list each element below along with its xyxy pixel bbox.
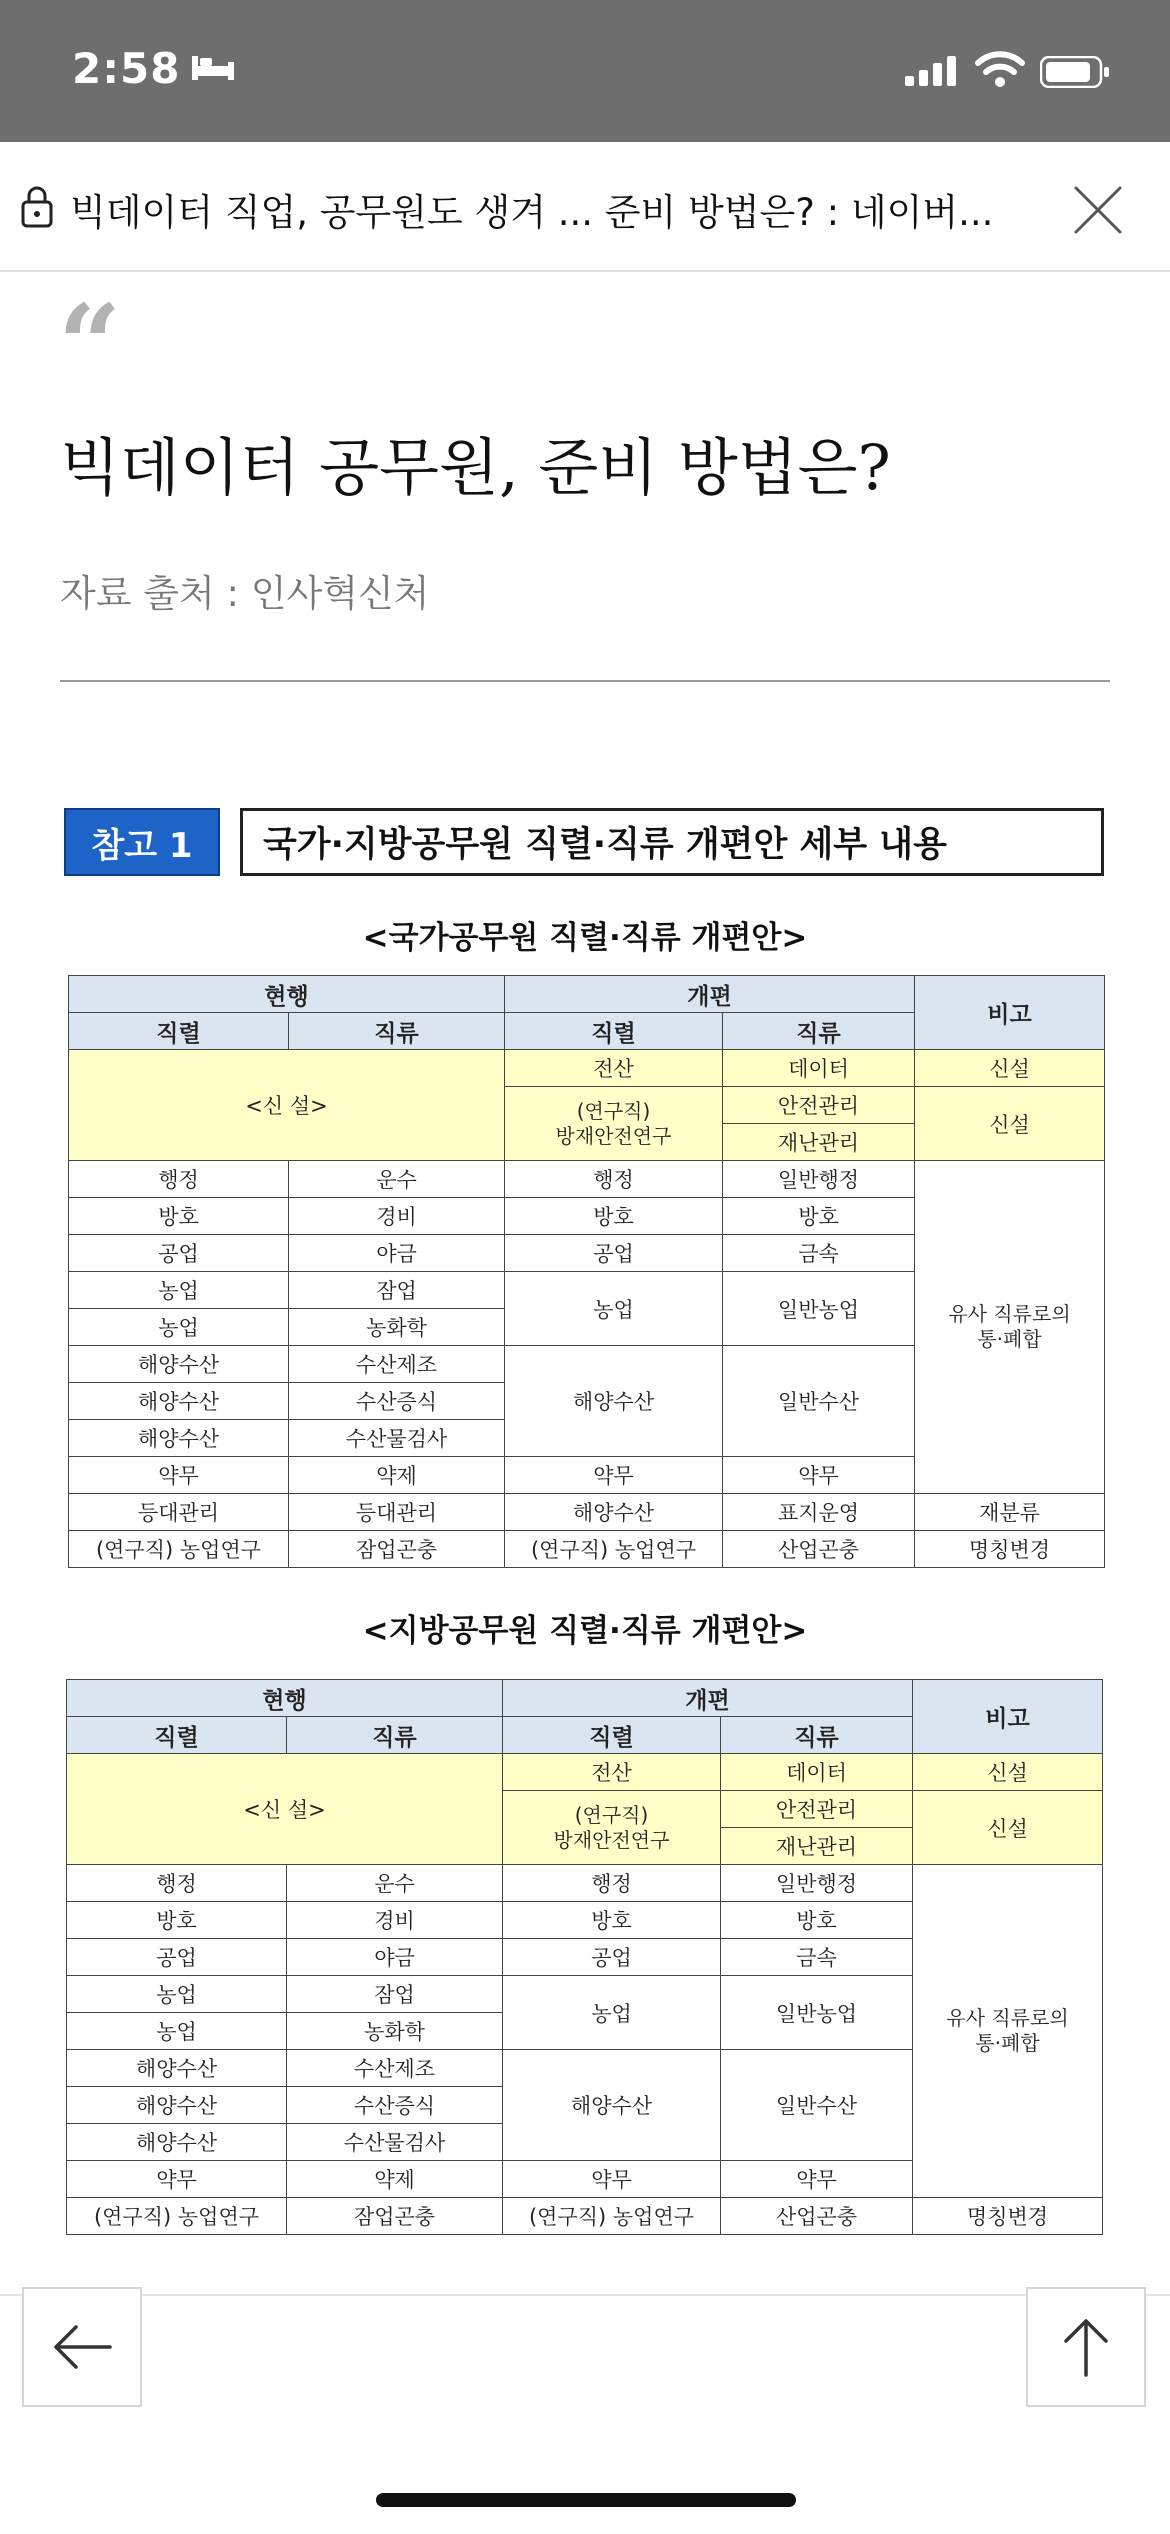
cell: 재난관리 [723, 1124, 915, 1161]
divider [60, 680, 1110, 682]
new-label: <신 설> [67, 1754, 503, 1865]
cell: 일반수산 [721, 2050, 913, 2161]
cell: 명칭변경 [913, 2198, 1103, 2235]
cell: 명칭변경 [915, 1531, 1105, 1568]
cell: (연구직) 방재안전연구 [505, 1087, 723, 1161]
cell: 잠업곤충 [287, 2198, 503, 2235]
cell: 행정 [505, 1161, 723, 1198]
quote-mark: “ [58, 280, 122, 409]
home-indicator[interactable] [376, 2493, 796, 2507]
cell: (연구직) 농업연구 [503, 2198, 721, 2235]
cell: 약제 [287, 2161, 503, 2198]
cell: 신설 [915, 1087, 1105, 1161]
cell: 약무 [723, 1457, 915, 1494]
cell: 잠업곤충 [289, 1531, 505, 1568]
head-series: 직렬 [503, 1717, 721, 1754]
cell: (연구직) 농업연구 [67, 2198, 287, 2235]
cell: 약무 [721, 2161, 913, 2198]
cell: 농화학 [289, 1309, 505, 1346]
cell: 방호 [69, 1198, 289, 1235]
cell: (연구직) 농업연구 [69, 1531, 289, 1568]
cell: 방호 [503, 1902, 721, 1939]
back-button[interactable] [22, 2287, 142, 2407]
cell: 약무 [503, 2161, 721, 2198]
cell: 일반행정 [721, 1865, 913, 1902]
cell: 잠업 [289, 1272, 505, 1309]
cell: 등대관리 [69, 1494, 289, 1531]
cell: 농화학 [287, 2013, 503, 2050]
cell: 금속 [723, 1235, 915, 1272]
battery-icon [1040, 56, 1110, 88]
cell: 잠업 [287, 1976, 503, 2013]
head-revised: 개편 [505, 976, 915, 1013]
cell: 일반농업 [723, 1272, 915, 1346]
cell: 전산 [505, 1050, 723, 1087]
reference-badge: 참고 1 [64, 808, 220, 876]
cell: 산업곤충 [721, 2198, 913, 2235]
cell: 방호 [723, 1198, 915, 1235]
cell: 신설 [913, 1754, 1103, 1791]
status-time: 2:58 [72, 44, 181, 93]
cell: 농업 [505, 1272, 723, 1346]
cell: 안전관리 [721, 1791, 913, 1828]
head-category: 직류 [289, 1013, 505, 1050]
local-table [66, 1679, 1103, 2235]
head-category: 직류 [287, 1717, 503, 1754]
cell: 방호 [505, 1198, 723, 1235]
cell: 농업 [503, 1976, 721, 2050]
wifi-icon [975, 50, 1025, 88]
cellular-signal-icon [905, 56, 959, 86]
cell: 농업 [69, 1272, 289, 1309]
cell: 약무 [69, 1457, 289, 1494]
cell: 산업곤충 [723, 1531, 915, 1568]
cell: 재난관리 [721, 1828, 913, 1865]
cell: 해양수산 [505, 1494, 723, 1531]
head-note: 비고 [915, 976, 1105, 1050]
page-title: 빅데이터 직업, 공무원도 생겨 ... 준비 방법은? : 네이버... [70, 191, 994, 234]
cell: 일반행정 [723, 1161, 915, 1198]
close-icon[interactable] [1070, 182, 1126, 238]
head-series: 직렬 [67, 1717, 287, 1754]
cell: 방호 [67, 1902, 287, 1939]
cell: 표지운영 [723, 1494, 915, 1531]
cell: 해양수산 [69, 1346, 289, 1383]
cell: 수산증식 [289, 1383, 505, 1420]
figure-title: 국가·지방공무원 직렬·직류 개편안 세부 내용 [240, 808, 1104, 876]
cell: 전산 [503, 1754, 721, 1791]
cell: 농업 [67, 1976, 287, 2013]
cell: 행정 [67, 1865, 287, 1902]
head-series: 직렬 [505, 1013, 723, 1050]
cell: 야금 [287, 1939, 503, 1976]
cell: 경비 [287, 1902, 503, 1939]
head-category: 직류 [723, 1013, 915, 1050]
head-note: 비고 [913, 1680, 1103, 1754]
cell: 해양수산 [67, 2050, 287, 2087]
cell: 약제 [289, 1457, 505, 1494]
cell: 수산물검사 [287, 2124, 503, 2161]
cell: 농업 [67, 2013, 287, 2050]
cell: 수산제조 [289, 1346, 505, 1383]
merge-note: 유사 직류로의 통·폐합 [915, 1161, 1105, 1494]
sleep-focus-icon [190, 52, 236, 82]
cell: 운수 [287, 1865, 503, 1902]
cell: 일반농업 [721, 1976, 913, 2050]
scroll-top-button[interactable] [1026, 2287, 1146, 2407]
head-category: 직류 [721, 1717, 913, 1754]
cell: 수산증식 [287, 2087, 503, 2124]
cell: 공업 [503, 1939, 721, 1976]
cell: 일반수산 [723, 1346, 915, 1457]
head-current: 현행 [69, 976, 505, 1013]
cell: 공업 [505, 1235, 723, 1272]
cell: 재분류 [915, 1494, 1105, 1531]
cell: 데이터 [723, 1050, 915, 1087]
cell: 금속 [721, 1939, 913, 1976]
cell: 방호 [721, 1902, 913, 1939]
article-source: 자료 출처 : 인사혁신처 [60, 572, 430, 615]
cell: 해양수산 [69, 1383, 289, 1420]
head-revised: 개편 [503, 1680, 913, 1717]
cell: 약무 [67, 2161, 287, 2198]
head-current: 현행 [67, 1680, 503, 1717]
cell: 행정 [503, 1865, 721, 1902]
cell: 수산물검사 [289, 1420, 505, 1457]
cell: 데이터 [721, 1754, 913, 1791]
cell: 경비 [289, 1198, 505, 1235]
lock-icon [20, 184, 54, 228]
cell: 등대관리 [289, 1494, 505, 1531]
status-bar [0, 0, 1170, 142]
cell: 신설 [913, 1791, 1103, 1865]
cell: 해양수산 [69, 1420, 289, 1457]
cell: 공업 [69, 1235, 289, 1272]
cell: 해양수산 [503, 2050, 721, 2161]
cell: 해양수산 [67, 2124, 287, 2161]
merge-note: 유사 직류로의 통·폐합 [913, 1865, 1103, 2198]
cell: 안전관리 [723, 1087, 915, 1124]
cell: 농업 [69, 1309, 289, 1346]
head-series: 직렬 [69, 1013, 289, 1050]
cell: (연구직) 농업연구 [505, 1531, 723, 1568]
cell: 행정 [69, 1161, 289, 1198]
cell: 해양수산 [505, 1346, 723, 1457]
table2-title: <지방공무원 직렬·직류 개편안> [362, 1613, 808, 1649]
national-table [68, 975, 1105, 1568]
cell: 운수 [289, 1161, 505, 1198]
article-headline: 빅데이터 공무원, 준비 방법은? [60, 431, 891, 504]
arrow-up-icon [1061, 2315, 1111, 2379]
browser-title-bar [0, 142, 1170, 272]
new-label: <신 설> [69, 1050, 505, 1161]
table1-title: <국가공무원 직렬·직류 개편안> [362, 920, 808, 956]
cell: 수산제조 [287, 2050, 503, 2087]
cell: (연구직) 방재안전연구 [503, 1791, 721, 1865]
cell: 공업 [67, 1939, 287, 1976]
cell: 야금 [289, 1235, 505, 1272]
arrow-left-icon [50, 2322, 114, 2372]
cell: 해양수산 [67, 2087, 287, 2124]
cell: 신설 [915, 1050, 1105, 1087]
cell: 약무 [505, 1457, 723, 1494]
